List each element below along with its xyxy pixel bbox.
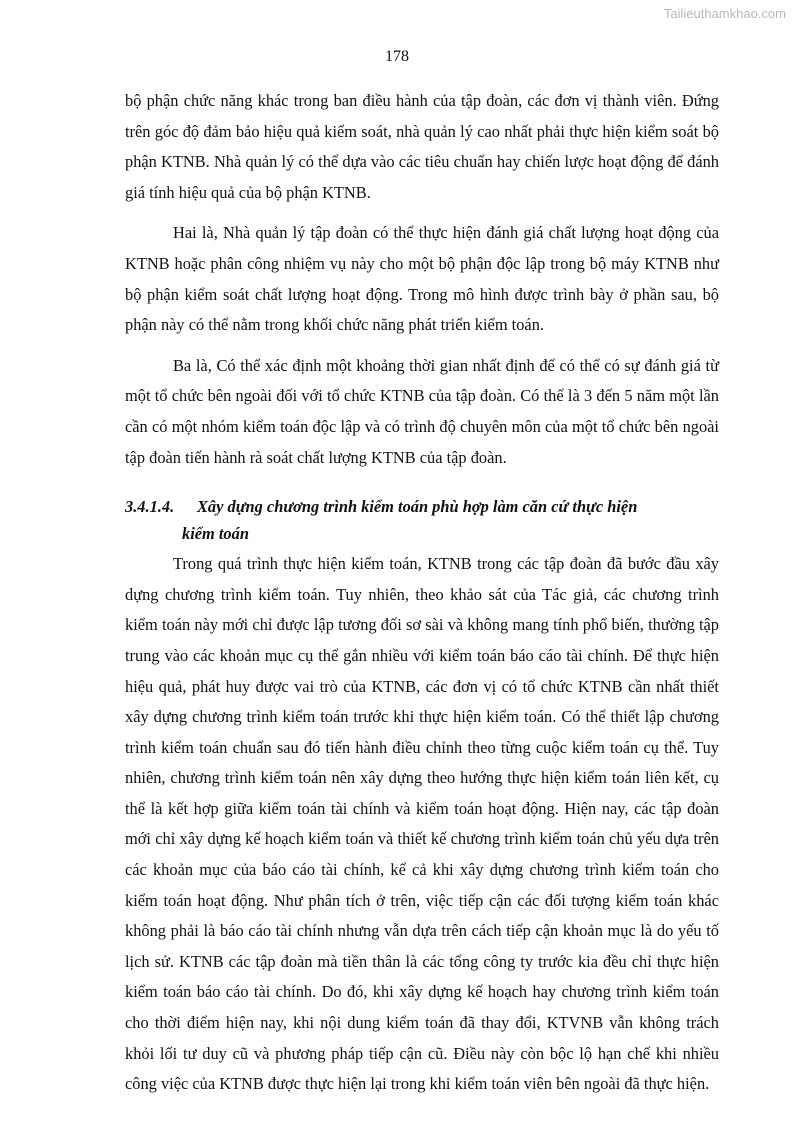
watermark: Tailieuthamkhao.com: [663, 6, 786, 21]
section-title-line1: Xây dựng chương trình kiểm toán phù hợp làm căn cứ thực hiện: [197, 497, 638, 517]
section-title-line2: kiểm toán: [182, 524, 249, 544]
paragraph-4: Trong quá trình thực hiện kiểm toán, KTNB trong các tập đoàn đã bước đầu xây dựng chương trình kiểm toán. Tuy nhiên, theo khảo sát của Tác giả, các chương trình kiểm toán này mới chỉ được lập tương đối sơ sài và không mang tính phổ biến, thường tập trung vào các khoản mục cụ thể gắn nhiều với kiểm toán báo cáo tài chính. Để thực hiện hiệu quả, phát huy được vai trò của KTNB, các đơn vị có tổ chức KTNB cần nhất thiết xây dựng chương trình kiểm toán trước khi thực hiện kiểm toán. Có thể thiết lập chương trình kiểm toán chuẩn sau đó tiến hành điều chỉnh theo từng cuộc kiểm toán cụ thể. Tuy nhiên, chương trình kiểm toán nên xây dựng theo hướng thực hiện kiểm toán liên kết, cụ thể là kết hợp giữa kiểm toán tài chính và kiểm toán hoạt động. Hiện nay, các tập đoàn mới chỉ xây dựng kế hoạch kiểm toán và thiết kế chương trình kiểm toán chủ yếu dựa trên các khoản mục của báo cáo tài chính, kể cả khi xây dựng chương trình kiểm toán cho kiểm toán hoạt động. Như phân tích ở trên, việc tiếp cận các đối tượng kiểm toán khác không phải là báo cáo tài chính nhưng vẫn dựa trên cách tiếp cận khoản mục là do yếu tố lịch sử. KTNB các tập đoàn mà tiền thân là các tổng công ty trước kia đều chỉ thực hiện kiểm toán báo cáo tài chính. Do đó, khi xây dựng kế hoạch hay chương trình kiểm toán cho thời điểm hiện nay, khi nội dung kiểm toán đã thay đổi, KTVNB vẫn không trách khỏi lối tư duy cũ và phương pháp tiếp cận cũ. Điều này còn bộc lộ hạn chế khi nhiều công việc của KTNB được thực hiện lại trong khi kiểm toán viên bên ngoài đã thực hiện.: [125, 554, 719, 1094]
paragraph-3: Ba là, Có thể xác định một khoảng thời gian nhất định để có thể có sự đánh giá từ một tổ chức bên ngoài đối với tổ chức KTNB của tập đoàn. Có thể là 3 đến 5 năm một lần cần có một nhóm kiểm toán độc lập và có trình độ chuyên môn của một tổ chức bên ngoài tập đoàn tiến hành rà soát chất lượng KTNB của tập đoàn.: [125, 355, 719, 467]
document-body: [125, 86, 719, 1100]
page-number: 178: [385, 48, 409, 65]
section-heading: [125, 493, 719, 521]
paragraph-2: Hai là, Nhà quản lý tập đoàn có thể thực hiện đánh giá chất lượng hoạt động của KTNB hoặc phân công nhiệm vụ này cho một bộ phận độc lập trong bộ máy KTNB như bộ phận kiểm soát chất lượng hoạt động. Trong mô hình được trình bày ở phần sau, bộ phận này có thể nằm trong khối chức năng phát triển kiểm toán.: [125, 223, 719, 335]
paragraph-1: bộ phận chức năng khác trong ban điều hành của tập đoàn, các đơn vị thành viên. Đứng trên góc độ đảm bảo hiệu quả kiểm soát, nhà quản lý cao nhất phải thực hiện kiểm soát bộ phận KTNB. Nhà quản lý có thể dựa vào các tiêu chuẩn hay chiến lược hoạt động để đánh giá tính hiệu quả của bộ phận KTNB.: [125, 91, 719, 202]
section-number: 3.4.1.4.: [125, 497, 175, 517]
